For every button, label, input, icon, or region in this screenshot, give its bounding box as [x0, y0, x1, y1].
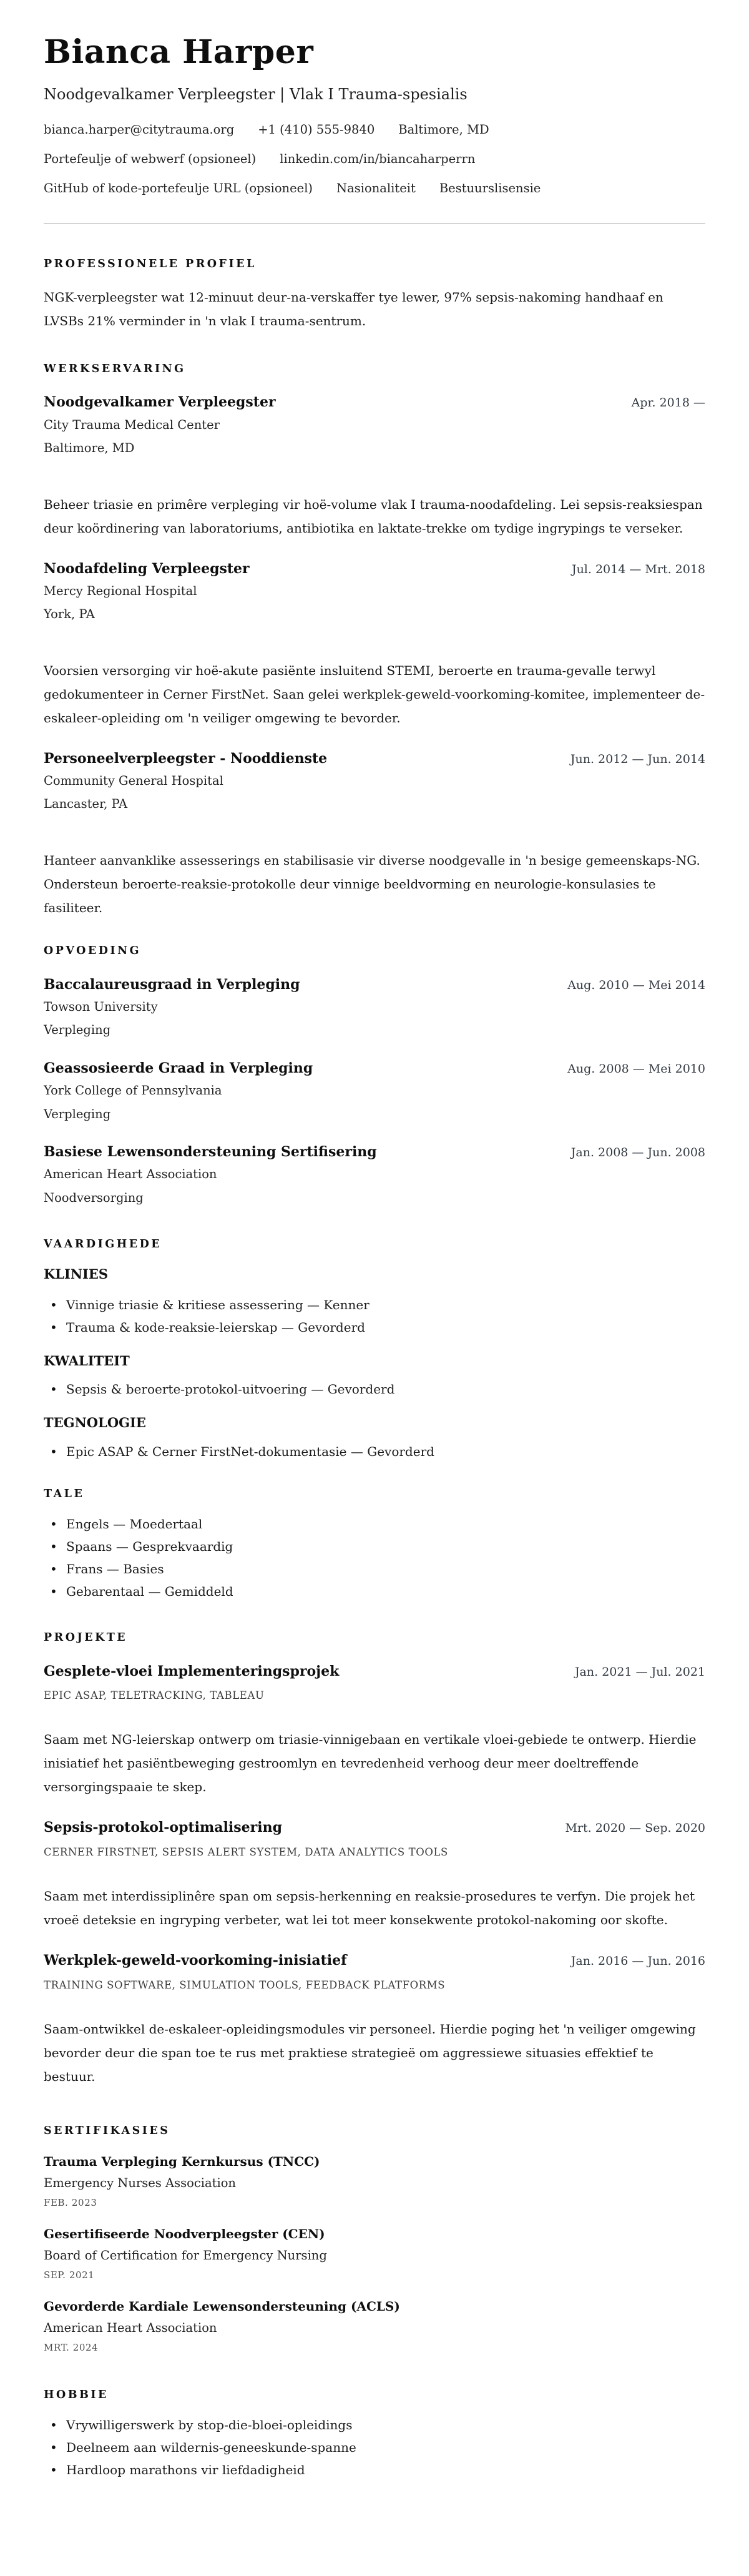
- education-entry: [44, 1059, 705, 1123]
- skill-group-clinical: KLINIES: [44, 1266, 109, 1282]
- language-list: [44, 1513, 705, 1603]
- project-tools: TRAINING SOFTWARE, SIMULATION TOOLS, FEEDBACK PLATFORMS: [44, 1979, 446, 1991]
- education-degree: Basiese Lewensondersteuning Sertifisering: [44, 1143, 377, 1160]
- hobby-item: • Hardloop marathons vir liefdadigheid: [44, 2459, 705, 2481]
- job-company: City Trauma Medical Center: [44, 417, 220, 432]
- job-title: Noodafdeling Verpleegster: [44, 560, 250, 577]
- project-entry: [44, 1819, 705, 1932]
- section-projects: [44, 1631, 705, 2088]
- job-entry: [44, 560, 705, 730]
- hobby-list: [44, 2414, 705, 2481]
- project-title-row: [44, 1819, 705, 1837]
- skill-list-clinical: [44, 1294, 705, 1339]
- job-description: Voorsien versorging vir hoë-akute pasiënte insluitend STEMI, beroerte en trauma-gevalle terwyl gedokumenteer in Cerner FirstNet. Saan gelei werkplek-geweld-voorkoming-komitee, implementeer de-eskaleer-opleiding om 'n veiliger omgewing te bevorder.: [44, 662, 705, 725]
- education-entry: [44, 1143, 705, 1207]
- project-dates: Jan. 2021 — Jul. 2021: [574, 1664, 705, 1679]
- job-dates: Apr. 2018 —: [631, 396, 705, 410]
- candidate-title: Noodgevalkamer Verpleegster | Vlak I Trauma-spesialis: [44, 86, 468, 104]
- job-title-row: [44, 560, 705, 578]
- skill-item: • Trauma & kode-reaksie-leierskap — Gevorderd: [44, 1316, 705, 1339]
- certification-date: SEP. 2021: [44, 2269, 95, 2281]
- skill-item: • Vinnige triasie & kritiese assessering — Kenner: [44, 1294, 705, 1316]
- job-dates: Jun. 2012 — Jun. 2014: [570, 752, 705, 766]
- education-heading: OPVOEDING: [44, 944, 142, 957]
- job-location: York, PA: [44, 607, 95, 622]
- contact-row-2: [44, 150, 705, 168]
- section-profile: [44, 258, 705, 333]
- section-languages: [44, 1488, 705, 1603]
- education-field: Verpleging: [44, 1106, 111, 1121]
- project-title-row: [44, 1952, 705, 1970]
- job-company: Mercy Regional Hospital: [44, 584, 197, 599]
- job-description: Beheer triasie en primêre verpleging vir hoë-volume vlak I trauma-noodafdeling. Lei sepsis-reaksiespan deur koördinering van laboratoriums, antibiotika en laktate-trekke om tydige ingrypings te verseker.: [44, 496, 703, 536]
- section-certifications: [44, 2125, 705, 2354]
- skill-list-technology: [44, 1440, 705, 1463]
- job-entry: [44, 750, 705, 920]
- education-dates: Jan. 2008 — Jun. 2008: [570, 1145, 705, 1159]
- project-entry: [44, 1663, 705, 1799]
- project-dates: Mrt. 2020 — Sep. 2020: [565, 1821, 705, 1836]
- education-school: American Heart Association: [44, 1167, 217, 1182]
- work-heading: WERKSERVARING: [44, 362, 186, 375]
- education-dates: Aug. 2010 — Mei 2014: [567, 978, 705, 992]
- languages-heading: TALE: [44, 1487, 85, 1500]
- language-item: • Gebarentaal — Gemiddeld: [44, 1580, 705, 1603]
- education-dates: Aug. 2008 — Mei 2010: [567, 1061, 705, 1076]
- contact-email: bianca.harper@citytrauma.org: [44, 122, 235, 137]
- certification-org: American Heart Association: [44, 2320, 217, 2335]
- certification-entry: [44, 2153, 705, 2210]
- project-description: Saam met NG-leierskap ontwerp om triasie-vinnigebaan en vertikale vloei-gebiede te ontwerp. Hierdie inisiatief het pasiëntbeweging gestroomlyn en tevredenheid verhoog deur meer doeltreffende versorgingspaaie te skep.: [44, 1732, 697, 1795]
- profile-text: NGK-verpleegster wat 12-minuut deur-na-verskaffer tye lewer, 97% sepsis-nakoming handhaaf en LVSBs 21% verminder in 'n vlak I trauma-sentrum.: [44, 289, 663, 328]
- education-title-row: [44, 1059, 705, 1078]
- certification-date: FEB. 2023: [44, 2197, 97, 2209]
- education-degree: Baccalaureusgraad in Verpleging: [44, 976, 300, 993]
- contact-drivers-license: Bestuurslisensie: [439, 181, 541, 196]
- contact-phone: +1 (410) 555-9840: [258, 122, 375, 137]
- skill-group-technology: TEGNOLOGIE: [44, 1415, 146, 1431]
- job-company: Community General Hospital: [44, 774, 223, 789]
- certification-org: Emergency Nurses Association: [44, 2175, 236, 2190]
- contact-location: Baltimore, MD: [398, 122, 489, 137]
- section-hobbies: [44, 2389, 705, 2481]
- education-school: York College of Pennsylvania: [44, 1083, 222, 1098]
- certification-org: Board of Certification for Emergency Nursing: [44, 2248, 327, 2263]
- certification-name: Gesertifiseerde Noodverpleegster (CEN): [44, 2226, 325, 2241]
- project-title: Gesplete-vloei Implementeringsprojek: [44, 1663, 340, 1679]
- job-location: Baltimore, MD: [44, 441, 135, 456]
- language-item: • Engels — Moedertaal: [44, 1513, 705, 1535]
- project-title-row: [44, 1663, 705, 1681]
- education-title-row: [44, 976, 705, 994]
- hobby-item: • Vrywilligerswerk by stop-die-bloei-opleidings: [44, 2414, 705, 2436]
- project-description: Saam-ontwikkel de-eskaleer-opleidingsmodules vir personeel. Hierdie poging het 'n veiliger omgewing bevorder deur die span toe te rus met praktiese strategieë om aggressiewe situasies effektief te bestuur.: [44, 2022, 696, 2085]
- education-degree: Geassosieerde Graad in Verpleging: [44, 1059, 313, 1076]
- skills-heading: VAARDIGHEDE: [44, 1238, 162, 1251]
- certification-entry: [44, 2226, 705, 2282]
- header-divider: [44, 223, 705, 224]
- job-title-row: [44, 750, 705, 768]
- certification-date: MRT. 2024: [44, 2341, 99, 2353]
- contact-row-1: [44, 121, 705, 139]
- projects-heading: PROJEKTE: [44, 1631, 128, 1644]
- contact-github: GitHub of kode-portefeulje URL (opsioneel): [44, 181, 313, 196]
- language-item: • Frans — Basies: [44, 1558, 705, 1580]
- contact-nationality: Nasionaliteit: [336, 181, 416, 196]
- certifications-heading: SERTIFIKASIES: [44, 2125, 170, 2138]
- education-school: Towson University: [44, 1000, 158, 1015]
- job-title: Noodgevalkamer Verpleegster: [44, 394, 276, 411]
- section-skills: [44, 1238, 705, 1463]
- candidate-name: Bianca Harper: [44, 33, 314, 71]
- language-item: • Spaans — Gesprekvaardig: [44, 1535, 705, 1558]
- hobby-item: • Deelneem aan wildernis-geneeskunde-spanne: [44, 2436, 705, 2459]
- resume-header: [44, 32, 705, 198]
- job-description: Hanteer aanvanklike assesserings en stabilisasie vir diverse noodgevalle in 'n besige gemeenskaps-NG. Ondersteun beroerte-reaksie-protokolle deur vinnige beeldvorming en neurologie-konsulasies te fasiliteer.: [44, 852, 700, 915]
- education-field: Noodversorging: [44, 1190, 144, 1205]
- project-tools: EPIC ASAP, TELETRACKING, TABLEAU: [44, 1689, 265, 1702]
- project-dates: Jan. 2016 — Jun. 2016: [570, 1954, 705, 1969]
- project-title: Sepsis-protokol-optimalisering: [44, 1819, 282, 1836]
- skill-item: • Sepsis & beroerte-protokol-uitvoering — Gevorderd: [44, 1378, 705, 1400]
- job-title: Personeelverpleegster - Nooddienste: [44, 750, 328, 767]
- section-education: [44, 945, 705, 1207]
- contact-linkedin: linkedin.com/in/biancaharperrn: [280, 152, 476, 167]
- contact-row-3: [44, 180, 705, 197]
- skill-list-quality: [44, 1378, 705, 1400]
- contact-portfolio: Portefeulje of webwerf (opsioneel): [44, 152, 257, 167]
- skill-group-quality: KWALITEIT: [44, 1353, 130, 1369]
- project-description: Saam met interdissiplinêre span om sepsis-herkenning en reaksie-prosedures te verfyn. Die projek het vroeë deteksie en ingryping verbeter, wat lei tot meer konsekwente protokol-nakoming oor skofte.: [44, 1889, 695, 1928]
- project-entry: [44, 1952, 705, 2088]
- job-entry: [44, 393, 705, 539]
- job-dates: Jul. 2014 — Mrt. 2018: [571, 562, 705, 576]
- certification-name: Gevorderde Kardiale Lewensondersteuning (ACLS): [44, 2298, 400, 2314]
- skill-item: • Epic ASAP & Cerner FirstNet-dokumentasie — Gevorderd: [44, 1440, 705, 1463]
- hobbies-heading: HOBBIE: [44, 2389, 109, 2402]
- certification-name: Trauma Verpleging Kernkursus (TNCC): [44, 2153, 320, 2169]
- education-field: Verpleging: [44, 1023, 111, 1038]
- education-title-row: [44, 1143, 705, 1161]
- project-tools: CERNER FIRSTNET, SEPSIS ALERT SYSTEM, DATA ANALYTICS TOOLS: [44, 1846, 448, 1858]
- profile-heading: PROFESSIONELE PROFIEL: [44, 257, 257, 270]
- section-work: [44, 363, 705, 920]
- project-title: Werkplek-geweld-voorkoming-inisiatief: [44, 1952, 347, 1969]
- education-entry: [44, 976, 705, 1040]
- job-title-row: [44, 393, 705, 411]
- certification-entry: [44, 2298, 705, 2354]
- job-location: Lancaster, PA: [44, 797, 128, 812]
